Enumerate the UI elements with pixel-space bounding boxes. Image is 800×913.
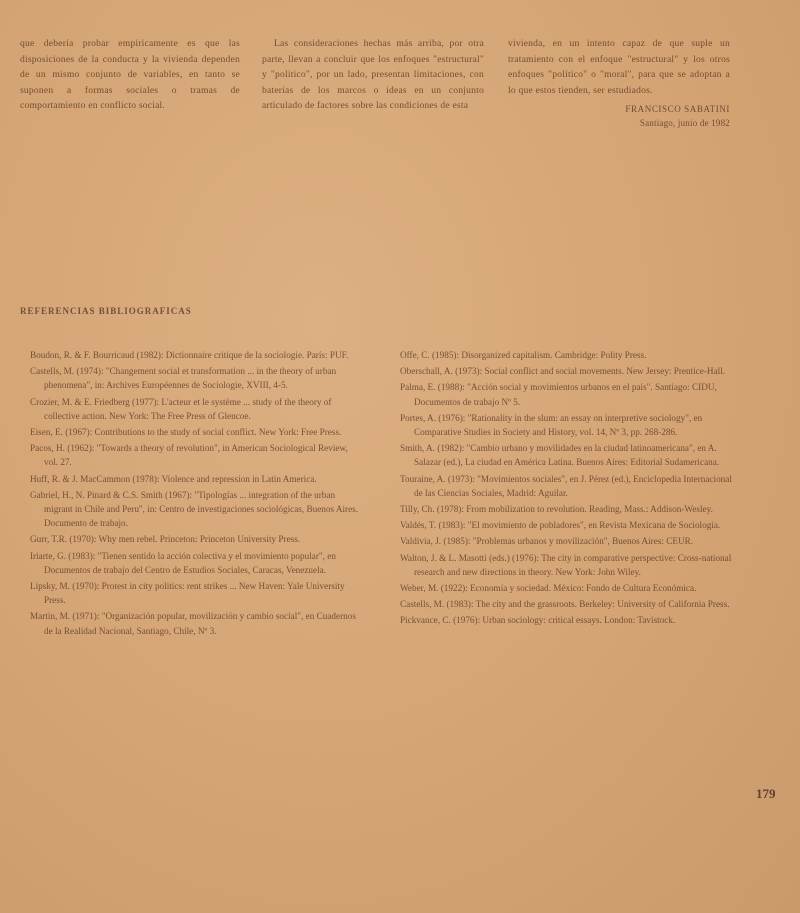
signature-name: FRANCISCO SABATINI [625, 104, 730, 115]
reference-entry: Iriarte, G. (1983): "Tienen sentido la acción colectiva y el movimiento popular", en Documentos de trabajo del Centro de Estudios Sociales, Caracas, Venezuela. [30, 550, 336, 575]
reference-entry: Eisen, E. (1967): Contributions to the study of social conflict. New York: Free Press. [30, 427, 342, 438]
reference-entry: Offe, C. (1985): Disorganized capitalism. Cambridge: Polity Press. [400, 350, 647, 360]
references-list-left [30, 348, 360, 640]
reference-entry: Pacos, H. (1962): "Towards a theory of revolution", in American Sociological Review, vol. 27. [30, 443, 348, 468]
reference-entry: Castells, M. (1974): "Changement social et transformation ... in the theory of urban phenomena", in: Archives Européennes de Sociologie, XVIII, 4-5. [30, 366, 337, 391]
signature-date: Santiago, junio de 1982 [639, 118, 730, 129]
signature-block [508, 102, 730, 130]
body-paragraph: vivienda, en un intento capaz de que suple un tratamiento con el enfoque "estructural" y los otros enfoques "político" o "moral", para que se adoptan a lo que estos tienden, ser estudiados. [508, 38, 730, 96]
reference-entry: Palma, E. (1988): "Acción social y movimientos urbanos en el país". Santiago: CIDU, Documentos de trabajo Nº 5. [400, 382, 717, 407]
reference-entry: Huff, R. & J. MacCammon (1978): Violence and repression in Latin America. [30, 473, 317, 484]
body-paragraph: que debería probar empíricamente es que las disposiciones de la conducta y la vivienda dependen de un mismo conjunto de variables, en tanto se suponen a formas sociales o tramas de comportamiento en conflicto social. [20, 38, 240, 112]
reference-entry: Crozier, M. & E. Friedberg (1977): L'acteur et le système ... study of the theory of collective action. New York: The Free Press of Glencoe. [30, 396, 332, 421]
reference-entry: Portes, A. (1976): "Rationality in the slum: an essay on interpretive sociology", en Comparative Studies in Society and History, vol. 14, Nº 3, pp. 268-286. [400, 412, 703, 438]
reference-entry: Tilly, Ch. (1978): From mobilization to revolution. Reading, Mass.: Addison-Wesley. [400, 504, 713, 515]
references-list-right [400, 348, 738, 630]
body-paragraph: Las consideraciones hechas más arriba, por otra parte, llevan a concluir que los enfoques "estructural" y "político", por un lado, presentan limitaciones, con baterías de los marcos o ideas en un conjunto articulado de factores sobre las condiciones de esta [262, 38, 484, 112]
reference-entry: Lipsky, M. (1970): Protest in city politics: rent strikes ... New Haven: Yale University Press. [30, 581, 345, 606]
reference-entry: Walton, J. & L. Masotti (eds.) (1976): The city in comparative perspective: Cross-national research and new directions in theory. New York: John Wiley. [400, 552, 732, 577]
body-column-3 [508, 36, 730, 130]
reference-entry: Valdivia, J. (1985): "Problemas urbanos y movilización", Buenos Aires: CEUR. [400, 536, 694, 547]
reference-entry: Boudon, R. & F. Bourricaud (1982): Dictionnaire critique de la sociologie. París: PUF. [30, 350, 349, 360]
reference-entry: Touraine, A. (1973): "Movimientos sociales", en J. Pérez (ed.), Enciclopedia Internacional de las Ciencias Sociales, Madrid: Aguilar. [400, 473, 732, 498]
reference-entry: Martin, M. (1971): "Organización popular, movilización y cambio social", en Cuadernos de la Realidad Nacional, Santiago, Chile, Nº 3. [30, 611, 356, 636]
reference-entry: Oberschall, A. (1973): Social conflict and social movements. New Jersey: Prentice-Hall. [400, 366, 726, 377]
reference-entry: Valdés, T. (1983): "El movimiento de pobladores", en Revista Mexicana de Sociología. [400, 520, 721, 531]
reference-entry: Smith, A. (1982): "Cambio urbano y movilidades en la ciudad latinoamericana", en A. Salazar (ed.), La ciudad en América Latina. Buenos Aires: Editorial Sudamericana. [400, 443, 720, 468]
reference-entry: Castells, M. (1983): The city and the grassroots. Berkeley: University of California Press. [400, 599, 730, 610]
reference-entry: Weber, M. (1922): Economía y sociedad. México: Fondo de Cultura Económica. [400, 583, 697, 594]
page-number: 179 [756, 786, 776, 801]
references-heading: REFERENCIAS BIBLIOGRAFICAS [20, 306, 192, 316]
reference-entry: Gurr, T.R. (1970): Why men rebel. Princeton: Princeton University Press. [30, 534, 301, 545]
reference-entry: Pickvance, C. (1976): Urban sociology: critical essays. London: Tavistock. [400, 615, 676, 626]
body-column-1 [20, 36, 240, 114]
body-column-2 [262, 36, 484, 114]
reference-entry: Gabriel, H., N. Pinard & C.S. Smith (1967): "Tipologías ... integration of the urban migrant in Chile and Peru", in: Centro de investigaciones sociológicas, Buenos Aires. Documento de trabajo. [30, 489, 359, 529]
